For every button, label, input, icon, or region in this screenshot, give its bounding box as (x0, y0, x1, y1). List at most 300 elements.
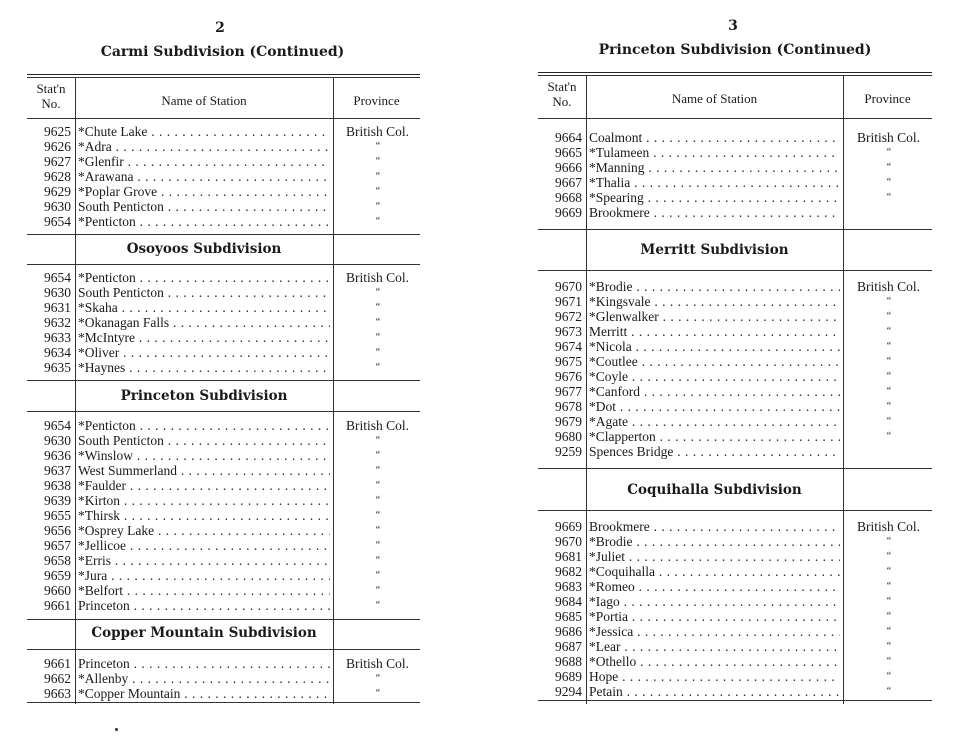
station-name (78, 478, 330, 493)
station-name (589, 160, 840, 175)
table-row (538, 639, 932, 654)
station-name-text: Merritt . . . (589, 324, 840, 339)
station-name-text: *Poplar Grove . . . (78, 184, 330, 199)
table-row (538, 399, 932, 414)
station-number: 9683 (555, 579, 582, 594)
ditto-mark: “ (374, 465, 381, 476)
station-name (589, 534, 840, 549)
page-number: 2 (215, 20, 225, 36)
print-speck (115, 728, 118, 731)
station-number: 9629 (44, 184, 71, 199)
section-rule (27, 619, 420, 620)
station-number: 9676 (555, 369, 582, 384)
station-name (589, 145, 840, 160)
station-name (78, 139, 330, 154)
station-name-text: *Kingsvale . . . (589, 294, 840, 309)
section-heading-merritt: Merritt Subdivision (640, 242, 789, 258)
station-name (78, 568, 330, 583)
station-name-text: *Chute Lake . . . (78, 124, 330, 139)
station-name-text: *Faulder . . . (78, 478, 330, 493)
station-name-text: *Kirton . . . (78, 493, 330, 508)
station-number: 9656 (44, 523, 71, 538)
ditto-mark: “ (885, 656, 892, 667)
station-name-text: *Portia . . . (589, 609, 840, 624)
header-stat-no-line1: Stat'n (36, 81, 66, 96)
table-row (27, 154, 420, 169)
station-name (589, 130, 840, 145)
header-stat-no (27, 81, 75, 111)
province: British Col. (856, 519, 920, 534)
ditto-mark: “ (885, 581, 892, 592)
station-number: 9688 (555, 654, 582, 669)
table-row (538, 309, 932, 324)
ditto-mark: “ (374, 302, 381, 313)
header-rule (27, 118, 420, 119)
province: British Col. (856, 130, 920, 145)
table-row (27, 214, 420, 229)
station-name (589, 354, 840, 369)
station-name-text: *Clapperton . . . (589, 429, 840, 444)
station-number: 9661 (44, 656, 71, 671)
table-row (27, 656, 420, 671)
ditto-mark: “ (885, 536, 892, 547)
station-name-text: *Brodie . . . (589, 279, 840, 294)
table-row (27, 418, 420, 433)
station-name (78, 169, 330, 184)
station-number: 9628 (44, 169, 71, 184)
station-name-text: *Juliet . . . (589, 549, 840, 564)
station-name-text: West Summerland . . . (78, 463, 330, 478)
station-name (78, 686, 330, 701)
station-name (78, 508, 330, 523)
ditto-mark: “ (374, 186, 381, 197)
station-number: 9664 (555, 130, 582, 145)
station-name-text: Brookmere . . . (589, 205, 840, 220)
table-row (27, 169, 420, 184)
ditto-mark: “ (885, 177, 892, 188)
page-title: Princeton Subdivision (Continued) (598, 42, 872, 58)
table-row (538, 579, 932, 594)
station-number: 9657 (44, 538, 71, 553)
station-name-text: *McIntyre . . . (78, 330, 330, 345)
section-heading-osoyoos: Osoyoos Subdivision (126, 241, 282, 257)
station-name (589, 294, 840, 309)
top-double-rule (538, 72, 932, 76)
station-number: 9686 (555, 624, 582, 639)
ditto-mark: “ (885, 611, 892, 622)
ditto-mark: “ (885, 311, 892, 322)
table-row (27, 433, 420, 448)
section-rule (538, 229, 932, 230)
ditto-mark: “ (374, 540, 381, 551)
ditto-mark: “ (885, 626, 892, 637)
station-name-text: *Agate . . . (589, 414, 840, 429)
section-rule (27, 380, 420, 381)
station-number: 9672 (555, 309, 582, 324)
table-row (538, 519, 932, 534)
station-name (78, 493, 330, 508)
station-name-text: *Glenfir . . . (78, 154, 330, 169)
station-name (78, 523, 330, 538)
table-row (27, 478, 420, 493)
station-name (589, 384, 840, 399)
station-name (78, 463, 330, 478)
ditto-mark: “ (885, 371, 892, 382)
ditto-mark: “ (374, 362, 381, 373)
ditto-mark: “ (885, 192, 892, 203)
station-name-text: South Penticton . . . (78, 285, 330, 300)
ditto-mark: “ (885, 671, 892, 682)
station-name-text: *Penticton . . . (78, 418, 330, 433)
station-name (589, 444, 840, 459)
top-double-rule (27, 74, 420, 78)
station-number: 9669 (555, 205, 582, 220)
section-rule (538, 468, 932, 469)
station-number: 9627 (44, 154, 71, 169)
ditto-mark: “ (374, 216, 381, 227)
table-row (538, 384, 932, 399)
section-heading-princeton: Princeton Subdivision (120, 388, 288, 404)
ditto-mark: “ (374, 600, 381, 611)
station-name (78, 360, 330, 375)
bottom-rule (27, 702, 420, 703)
station-number: 9678 (555, 399, 582, 414)
station-number: 9663 (44, 686, 71, 701)
station-number: 9681 (555, 549, 582, 564)
station-name (589, 369, 840, 384)
station-number: 9654 (44, 270, 71, 285)
header-stat-no-line2: No. (41, 96, 61, 111)
ditto-mark: “ (374, 201, 381, 212)
station-number: 9673 (555, 324, 582, 339)
table-row (27, 285, 420, 300)
station-name (78, 418, 330, 433)
station-name-text: *Manning . . . (589, 160, 840, 175)
station-name (589, 309, 840, 324)
station-name (78, 285, 330, 300)
header-province: Province (864, 91, 911, 106)
table-row (27, 508, 420, 523)
ditto-mark: “ (374, 317, 381, 328)
station-number: 9674 (555, 339, 582, 354)
station-name-text: *Osprey Lake . . . (78, 523, 330, 538)
station-name-text: *Oliver . . . (78, 345, 330, 360)
table-row (27, 523, 420, 538)
station-name-text: *Nicola . . . (589, 339, 840, 354)
ditto-mark: “ (374, 555, 381, 566)
province: British Col. (345, 656, 409, 671)
station-number: 9634 (44, 345, 71, 360)
station-name (589, 579, 840, 594)
station-name-text: Princeton . . . (78, 656, 330, 671)
table-row (27, 199, 420, 214)
station-name (589, 429, 840, 444)
station-name (78, 598, 330, 613)
header-name: Name of Station (671, 91, 758, 106)
ditto-mark: “ (374, 450, 381, 461)
table-row (27, 448, 420, 463)
table-row (538, 279, 932, 294)
station-number: 9633 (44, 330, 71, 345)
table-row (538, 594, 932, 609)
ditto-mark: “ (374, 495, 381, 506)
ditto-mark: “ (374, 332, 381, 343)
station-number: 9669 (555, 519, 582, 534)
ditto-mark: “ (374, 171, 381, 182)
table-row (27, 124, 420, 139)
ditto-mark: “ (885, 386, 892, 397)
province: British Col. (856, 279, 920, 294)
station-name (78, 656, 330, 671)
station-name (78, 184, 330, 199)
table-row (538, 175, 932, 190)
section-rule (27, 411, 420, 412)
station-name (589, 654, 840, 669)
table-row (538, 145, 932, 160)
station-name (589, 624, 840, 639)
section-heading-coquihalla: Coquihalla Subdivision (627, 482, 802, 498)
station-name (78, 583, 330, 598)
table-row (538, 339, 932, 354)
header-province: Province (353, 93, 400, 108)
station-name-text: South Penticton . . . (78, 433, 330, 448)
station-name-text: *Dot . . . (589, 399, 840, 414)
ditto-mark: “ (374, 510, 381, 521)
station-name-text: *Haynes . . . (78, 360, 330, 375)
station-number: 9670 (555, 534, 582, 549)
table-row (27, 553, 420, 568)
station-number: 9685 (555, 609, 582, 624)
station-name (589, 639, 840, 654)
station-name-text: *Arawana . . . (78, 169, 330, 184)
table-row (538, 654, 932, 669)
table-row (27, 360, 420, 375)
station-name (589, 564, 840, 579)
station-number: 9630 (44, 433, 71, 448)
station-number: 9662 (44, 671, 71, 686)
ditto-mark: “ (885, 341, 892, 352)
station-number: 9665 (555, 145, 582, 160)
table-row (538, 549, 932, 564)
header-stat-no-line2: No. (552, 94, 572, 109)
table-row (538, 444, 932, 459)
station-name (589, 399, 840, 414)
station-number: 9636 (44, 448, 71, 463)
station-name-text: *Canford . . . (589, 384, 840, 399)
station-name-text: *Brodie . . . (589, 534, 840, 549)
station-name (589, 175, 840, 190)
station-name (589, 549, 840, 564)
section-rule (27, 649, 420, 650)
station-number: 9658 (44, 553, 71, 568)
table-row (538, 534, 932, 549)
station-name-text: Hope . . . (589, 669, 840, 684)
table-row (538, 160, 932, 175)
station-number: 9670 (555, 279, 582, 294)
table-row (27, 493, 420, 508)
ditto-mark: “ (374, 673, 381, 684)
station-name (78, 300, 330, 315)
station-name-text: *Romeo . . . (589, 579, 840, 594)
ditto-mark: “ (885, 596, 892, 607)
ditto-mark: “ (885, 431, 892, 442)
ditto-mark: “ (374, 287, 381, 298)
station-name-text: *Glenwalker . . . (589, 309, 840, 324)
station-name (589, 684, 840, 699)
section-rule (27, 234, 420, 235)
station-number: 9666 (555, 160, 582, 175)
table-row (538, 130, 932, 145)
station-number: 9667 (555, 175, 582, 190)
station-number: 9689 (555, 669, 582, 684)
station-name-text: *Spearing . . . (589, 190, 840, 205)
station-number: 9655 (44, 508, 71, 523)
ditto-mark: “ (885, 147, 892, 158)
station-name-text: Petain . . . (589, 684, 840, 699)
station-number: 9630 (44, 199, 71, 214)
station-number: 9661 (44, 598, 71, 613)
table-row (538, 324, 932, 339)
station-name (589, 205, 840, 220)
station-name (78, 270, 330, 285)
station-name-text: Coalmont . . . (589, 130, 840, 145)
table-row (27, 300, 420, 315)
station-name (589, 594, 840, 609)
station-name-text: *Thalia . . . (589, 175, 840, 190)
station-name-text: *Othello . . . (589, 654, 840, 669)
station-name-text: *Allenby . . . (78, 671, 330, 686)
station-number: 9680 (555, 429, 582, 444)
station-name-text: *Erris . . . (78, 553, 330, 568)
table-row (27, 463, 420, 478)
station-name (78, 154, 330, 169)
ditto-mark: “ (885, 416, 892, 427)
station-name (589, 519, 840, 534)
station-name (589, 279, 840, 294)
station-table (538, 72, 932, 704)
table-row (27, 315, 420, 330)
station-name-text: *Okanagan Falls . . . (78, 315, 330, 330)
station-number: 9654 (44, 418, 71, 433)
table-row (538, 414, 932, 429)
ditto-mark: “ (885, 566, 892, 577)
ditto-mark: “ (885, 401, 892, 412)
bottom-rule (538, 700, 932, 701)
table-row (538, 684, 932, 699)
station-number: 9687 (555, 639, 582, 654)
station-number: 9679 (555, 414, 582, 429)
station-number: 9671 (555, 294, 582, 309)
station-name (78, 124, 330, 139)
station-number: 9659 (44, 568, 71, 583)
station-name-text: *Copper Mountain . . . (78, 686, 330, 701)
ditto-mark: “ (374, 435, 381, 446)
station-number: 9294 (555, 684, 582, 699)
station-name (78, 433, 330, 448)
station-name-text: *Adra . . . (78, 139, 330, 154)
station-name (78, 538, 330, 553)
station-name (589, 190, 840, 205)
station-name-text: *Iago . . . (589, 594, 840, 609)
ditto-mark: “ (885, 641, 892, 652)
header-stat-no-line1: Stat'n (547, 79, 577, 94)
station-name (78, 214, 330, 229)
province: British Col. (345, 418, 409, 433)
station-name-text: Spences Bridge . . . (589, 444, 840, 459)
ditto-mark: “ (374, 688, 381, 699)
station-number: 9677 (555, 384, 582, 399)
header-name: Name of Station (161, 93, 247, 108)
station-number: 9631 (44, 300, 71, 315)
ditto-mark: “ (374, 156, 381, 167)
section-rule (27, 264, 420, 265)
table-row (538, 190, 932, 205)
table-row (538, 369, 932, 384)
station-number: 9668 (555, 190, 582, 205)
station-name-text: *Jessica . . . (589, 624, 840, 639)
ditto-mark: “ (374, 480, 381, 491)
ditto-mark: “ (885, 356, 892, 367)
station-name (589, 324, 840, 339)
station-table (27, 74, 420, 704)
station-number: 9625 (44, 124, 71, 139)
province: British Col. (345, 124, 409, 139)
section-rule (538, 510, 932, 511)
station-number: 9684 (555, 594, 582, 609)
header-rule (538, 118, 932, 119)
station-number: 9259 (555, 444, 582, 459)
station-name-text: *Thirsk . . . (78, 508, 330, 523)
station-name (78, 448, 330, 463)
station-name (589, 669, 840, 684)
station-name-text: *Penticton . . . (78, 214, 330, 229)
station-number: 9635 (44, 360, 71, 375)
ditto-mark: “ (374, 141, 381, 152)
station-name (589, 609, 840, 624)
station-number: 9626 (44, 139, 71, 154)
table-row (538, 564, 932, 579)
station-name-text: *Lear . . . (589, 639, 840, 654)
page-title: Carmi Subdivision (Continued) (100, 44, 345, 60)
ditto-mark: “ (885, 162, 892, 173)
table-row (27, 568, 420, 583)
station-number: 9675 (555, 354, 582, 369)
ditto-mark: “ (374, 585, 381, 596)
table-row (538, 609, 932, 624)
section-heading-copper-mountain: Copper Mountain Subdivision (91, 625, 317, 641)
station-name-text: *Jura . . . (78, 568, 330, 583)
station-name (589, 339, 840, 354)
station-name-text: *Winslow . . . (78, 448, 330, 463)
table-row (27, 671, 420, 686)
station-name-text: *Tulameen . . . (589, 145, 840, 160)
station-name (78, 345, 330, 360)
station-number: 9638 (44, 478, 71, 493)
station-name-text: Princeton . . . (78, 598, 330, 613)
table-row (27, 538, 420, 553)
page-number: 3 (728, 18, 738, 34)
table-row (27, 184, 420, 199)
station-number: 9682 (555, 564, 582, 579)
station-name (78, 330, 330, 345)
station-name (78, 553, 330, 568)
table-row (538, 205, 932, 220)
table-row (538, 429, 932, 444)
table-row (538, 354, 932, 369)
station-number: 9630 (44, 285, 71, 300)
station-number: 9637 (44, 463, 71, 478)
station-number: 9639 (44, 493, 71, 508)
